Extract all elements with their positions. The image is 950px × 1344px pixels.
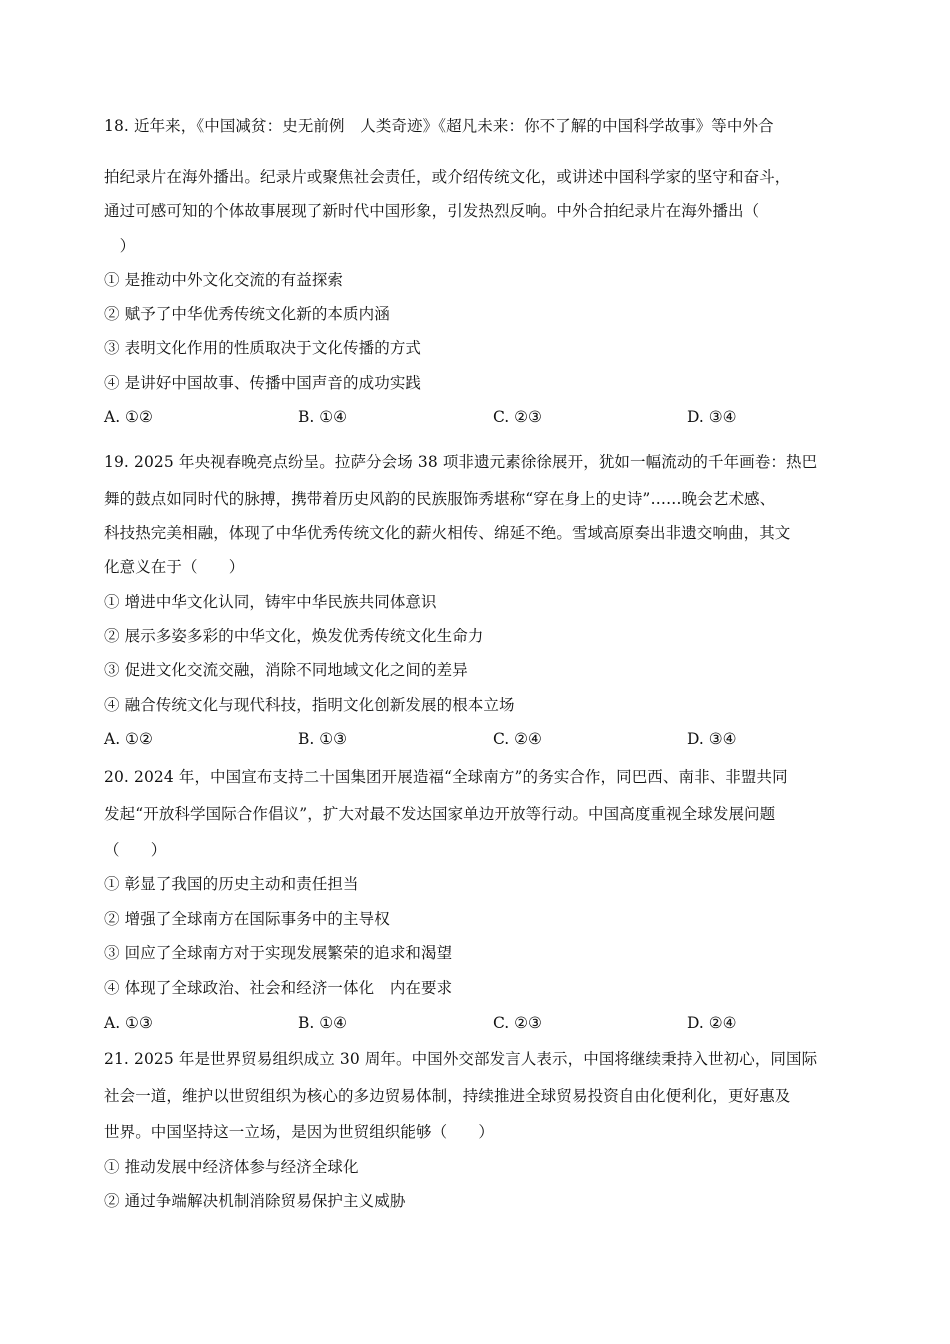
q19-item-2: ② 展示多姿多彩的中华文化，焕发优秀传统文化生命力 <box>104 627 484 645</box>
q20-item-3: ③ 回应了全球南方对于实现发展繁荣的追求和渴望 <box>104 944 453 962</box>
q20-choice-c: C. ②③ <box>493 1014 542 1032</box>
q20-choice-b: B. ①④ <box>298 1014 348 1032</box>
q20-item-1: ① 彰显了我国的历史主动和责任担当 <box>104 875 359 893</box>
q18-choice-c: C. ②③ <box>493 408 542 426</box>
q21-stem-line-1: 21. 2025 年是世界贸易组织成立 30 周年。中国外交部发言人表示，中国将继续秉持入世初心，同国际 <box>104 1050 818 1068</box>
q21-item-1: ① 推动发展中经济体参与经济全球化 <box>104 1158 359 1176</box>
q19-choice-b: B. ①③ <box>298 730 348 748</box>
q18-item-4: ④ 是讲好中国故事、传播中国声音的成功实践 <box>104 374 422 392</box>
q20-stem-line-3: （ ） <box>104 841 167 859</box>
q19-stem-line-2: 舞的鼓点如同时代的脉搏，携带着历史风韵的民族服饰秀堪称“穿在身上的史诗”……晚会艺术感、 <box>104 490 776 508</box>
q20-stem-line-1: 20. 2024 年，中国宣布支持二十国集团开展造福“全球南方”的务实合作，同巴西、南非、非盟共同 <box>104 768 788 786</box>
q19-stem-line-4: 化意义在于（ ） <box>104 558 245 576</box>
q18-stem-line-4: ） <box>104 237 136 255</box>
q21-stem-line-2: 社会一道，维护以世贸组织为核心的多边贸易体制，持续推进全球贸易投资自由化便利化，更好惠及 <box>104 1087 791 1105</box>
q19-item-1: ① 增进中华文化认同，铸牢中华民族共同体意识 <box>104 593 437 611</box>
q20-choice-a: A. ①③ <box>104 1014 153 1032</box>
q18-choice-a: A. ①② <box>104 408 153 426</box>
q21-item-2: ② 通过争端解决机制消除贸易保护主义威胁 <box>104 1192 406 1210</box>
q18-item-2: ② 赋予了中华优秀传统文化新的本质内涵 <box>104 305 390 323</box>
q18-item-1: ① 是推动中外文化交流的有益探索 <box>104 271 344 289</box>
q20-choice-d: D. ②④ <box>687 1014 737 1032</box>
q18-stem-line-2: 拍纪录片在海外播出。纪录片或聚焦社会责任，或介绍传统文化，或讲述中国科学家的坚守和奋斗， <box>104 168 791 186</box>
q21-stem-line-3: 世界。中国坚持这一立场，是因为世贸组织能够（ ） <box>104 1123 495 1141</box>
q19-item-3: ③ 促进文化交流交融，消除不同地域文化之间的差异 <box>104 661 468 679</box>
q18-choice-d: D. ③④ <box>687 408 737 426</box>
q18-choice-b: B. ①④ <box>298 408 348 426</box>
q18-stem-line-1: 18. 近年来，《中国减贫：史无前例 人类奇迹》《超凡未来：你不了解的中国科学故事》等中外合 <box>104 117 774 135</box>
q19-stem-line-1: 19. 2025 年央视春晚亮点纷呈。拉萨分会场 38 项非遗元素徐徐展开，犹如一幅流动的千年画卷：热巴 <box>104 453 818 471</box>
q19-choice-c: C. ②④ <box>493 730 542 748</box>
q19-stem-line-3: 科技热完美相融，体现了中华优秀传统文化的薪火相传、绵延不绝。雪域高原奏出非遗交响曲，其文 <box>104 524 791 542</box>
q18-stem-line-3: 通过可感可知的个体故事展现了新时代中国形象，引发热烈反响。中外合拍纪录片在海外播出（ <box>104 202 760 220</box>
q20-item-2: ② 增强了全球南方在国际事务中的主导权 <box>104 910 390 928</box>
q19-choice-a: A. ①② <box>104 730 153 748</box>
q20-item-4: ④ 体现了全球政治、社会和经济一体化 内在要求 <box>104 979 453 997</box>
q18-item-3: ③ 表明文化作用的性质取决于文化传播的方式 <box>104 339 422 357</box>
q19-choice-d: D. ③④ <box>687 730 737 748</box>
q20-stem-line-2: 发起“开放科学国际合作倡议”，扩大对最不发达国家单边开放等行动。中国高度重视全球发展问题 <box>104 805 776 823</box>
q19-item-4: ④ 融合传统文化与现代科技，指明文化创新发展的根本立场 <box>104 696 515 714</box>
